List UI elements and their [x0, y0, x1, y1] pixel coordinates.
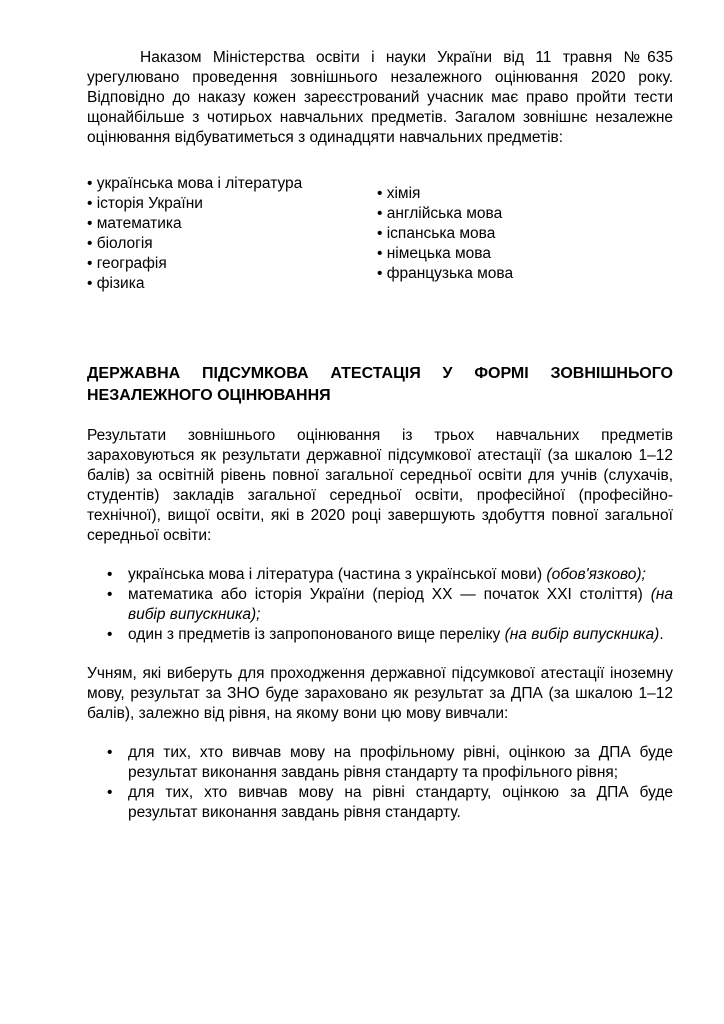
foreign-language-paragraph: Учням, які виберуть для проходження державної підсумкової атестації іноземну мову, результат за ЗНО буде зараховано як результат за ДПА (за шкалою 1–12 балів), залежно від рівня, на якому вони цю мову вивчали:	[87, 665, 673, 722]
foreign-language-list	[87, 743, 673, 823]
list-item	[87, 625, 673, 645]
subject-item: • англійська мова	[377, 204, 513, 224]
subjects-column-right	[377, 184, 513, 294]
subject-item: • французька мова	[377, 264, 513, 284]
list-item	[87, 565, 673, 585]
subject-item: • німецька мова	[377, 244, 513, 264]
list-item: • для тих, хто вивчав мову на рівні стандарту, оцінкою за ДПА буде результат виконання завдань рівня стандарту.	[87, 783, 673, 823]
list-item-text: українська мова і література (частина з української мови)	[128, 566, 547, 583]
subject-item: • математика	[87, 214, 377, 234]
list-item-text: математика або історія України (період XX — початок XXI століття)	[128, 586, 651, 603]
list-item-note: (на вибір випускника)	[504, 626, 660, 643]
subject-item: • фізика	[87, 274, 377, 294]
subjects-list	[87, 174, 673, 294]
subjects-column-left	[87, 174, 377, 294]
subject-item: • історія України	[87, 194, 377, 214]
list-item-note: (на вибір випускника);	[128, 586, 673, 623]
list-item-tail: .	[659, 626, 664, 643]
subject-item: • біологія	[87, 234, 377, 254]
subject-item: • українська мова і література	[87, 174, 377, 194]
subject-item: • іспанська мова	[377, 224, 513, 244]
intro-paragraph: Наказом Міністерства освіти і науки України від 11 травня №635 урегулювано проведення зовнішнього незалежного оцінювання 2020 року. Відповідно до наказу кожен зареєстрований учасник має право пройти тести щонайбільше з чотирьох навчальних предметів. Загалом зовнішнє незалежне оцінювання відбуватиметься з одинадцяти навчальних предметів:	[87, 49, 673, 146]
section-heading: ДЕРЖАВНА ПІДСУМКОВА АТЕСТАЦІЯ У ФОРМІ ЗОВНІШНЬОГО НЕЗАЛЕЖНОГО ОЦІНЮВАННЯ	[87, 365, 673, 404]
list-item	[87, 585, 673, 625]
document-page	[87, 48, 673, 823]
list-item-text: один з предметів із запропонованого вище переліку	[128, 626, 505, 643]
subject-item: • хімія	[377, 184, 513, 204]
list-item: • для тих, хто вивчав мову на профільному рівні, оцінкою за ДПА буде результат виконання завдань рівня стандарту та профільного рівня;	[87, 743, 673, 783]
subject-item: • географія	[87, 254, 377, 274]
list-item-note: (обов'язково);	[546, 566, 646, 583]
dpa-subjects-list	[87, 565, 673, 645]
dpa-paragraph: Результати зовнішнього оцінювання із трьох навчальних предметів зараховуються як результати державної підсумкової атестації (за шкалою 1–12 балів) за освітній рівень повної загальної середньої освіти для учнів (слухачів, студентів) закладів загальної середньої освіти, професійної (професійно-технічної), вищої освіти, які в 2020 році завершують здобуття повної загальної середньої освіти:	[87, 427, 673, 544]
